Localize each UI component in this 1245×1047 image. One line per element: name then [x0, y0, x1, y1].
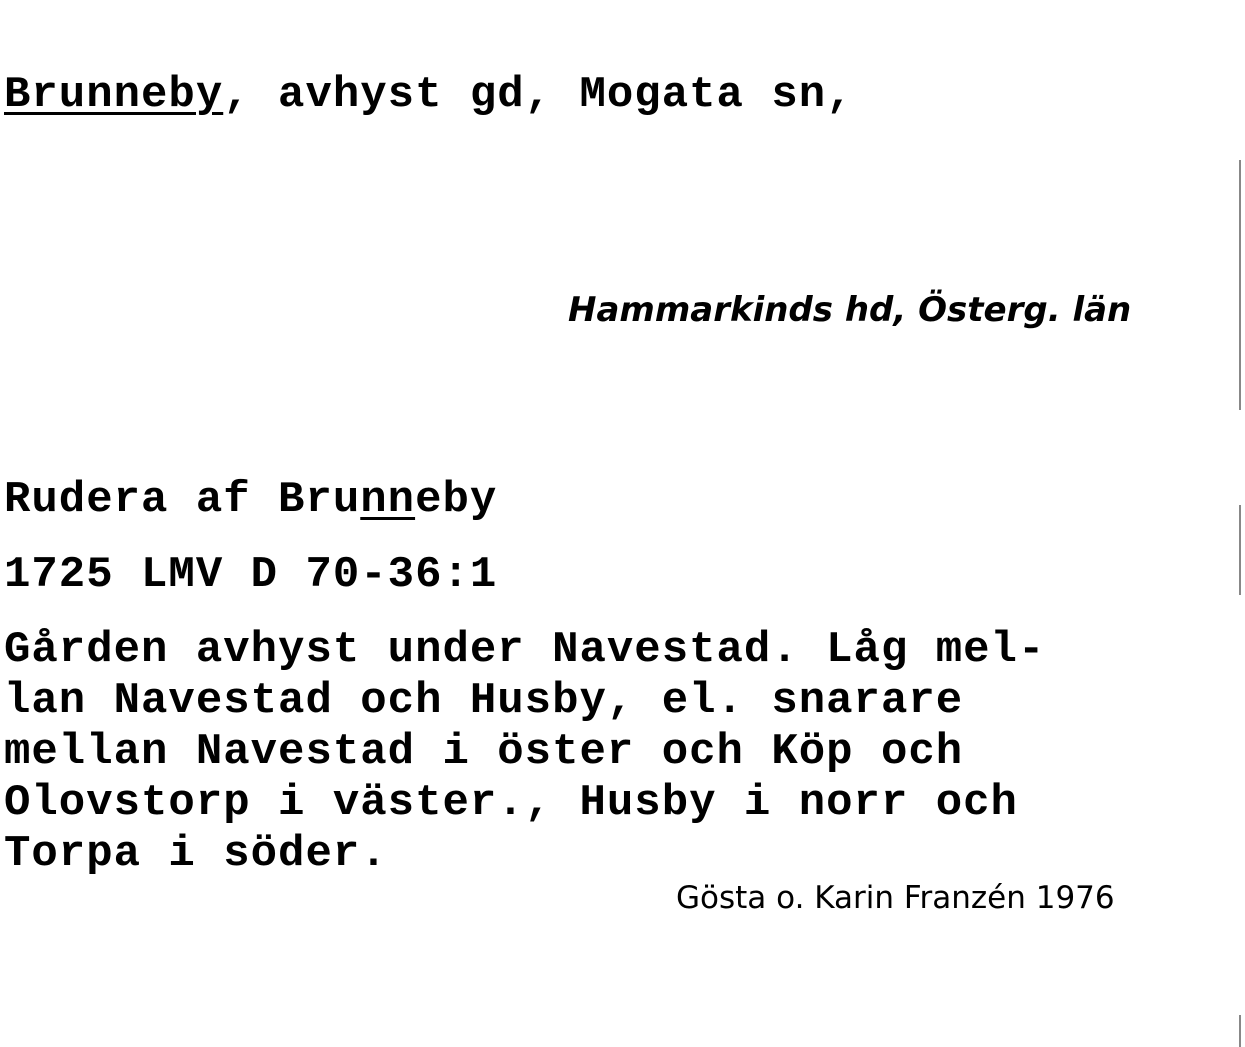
card-edge-mark — [1239, 1015, 1241, 1047]
body-line: Torpa i söder. — [4, 829, 388, 879]
signature: Gösta o. Karin Franzén 1976 — [676, 880, 1115, 916]
card-body — [4, 625, 1204, 880]
source-title-suffix: eby — [415, 475, 498, 525]
source-title-prefix: Rudera af Bru — [4, 475, 361, 525]
card-edge-mark — [1239, 160, 1241, 410]
source-reference: 1725 LMV D 70-36:1 — [4, 550, 498, 600]
body-line: Gården avhyst under Navestad. Låg mel- — [4, 625, 1046, 675]
card-heading — [4, 70, 854, 120]
source-title — [4, 475, 497, 525]
body-line: Olovstorp i väster., Husby i norr och — [4, 778, 1018, 828]
body-line: mellan Navestad i öster och Köp och — [4, 727, 964, 777]
body-line: lan Navestad och Husby, el. snarare — [4, 676, 964, 726]
card-edge-mark — [1239, 505, 1241, 595]
district-label: Hammarkinds hd, Österg. län — [568, 290, 1132, 330]
place-description: , avhyst gd, Mogata sn, — [223, 70, 854, 120]
place-name: Brunneby — [4, 70, 224, 120]
source-title-underlined: nn — [360, 475, 416, 525]
